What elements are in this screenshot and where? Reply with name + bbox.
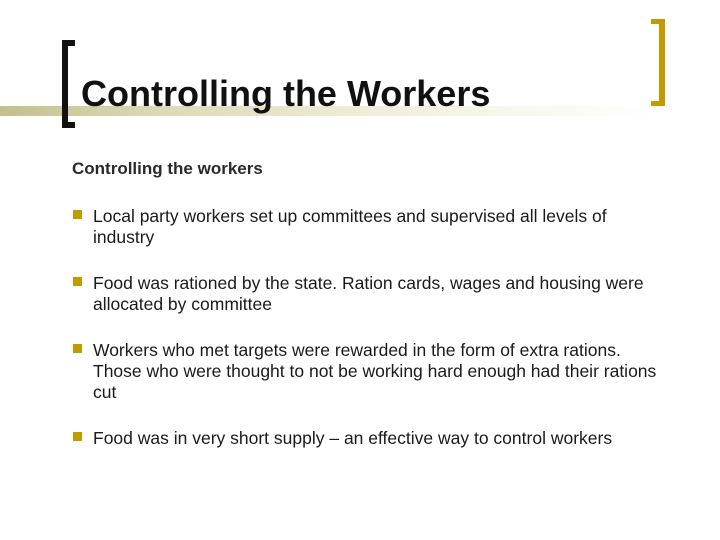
bullet-list <box>72 206 672 449</box>
left-bracket-decoration <box>62 40 75 128</box>
bullet-text: Food was in very short supply – an effective way to control workers <box>93 428 613 448</box>
slide-title: Controlling the Workers <box>81 73 491 114</box>
bullet-item <box>72 273 672 315</box>
bullet-item <box>72 340 672 403</box>
bullet-text: Food was rationed by the state. Ration cards, wages and housing were allocated by committee <box>93 273 644 314</box>
bullet-text: Workers who met targets were rewarded in the form of extra rations. Those who were thought to not be working hard enough had their rations cut <box>93 340 657 402</box>
slide-subheading: Controlling the workers <box>72 159 263 178</box>
right-bracket-decoration <box>651 19 665 106</box>
square-bullet-icon <box>73 277 82 286</box>
square-bullet-icon <box>73 344 82 353</box>
square-bullet-icon <box>73 210 82 219</box>
bullet-text: Local party workers set up committees and supervised all levels of industry <box>93 206 607 247</box>
bullet-item <box>72 206 672 248</box>
square-bullet-icon <box>73 432 82 441</box>
bullet-item <box>72 428 672 449</box>
